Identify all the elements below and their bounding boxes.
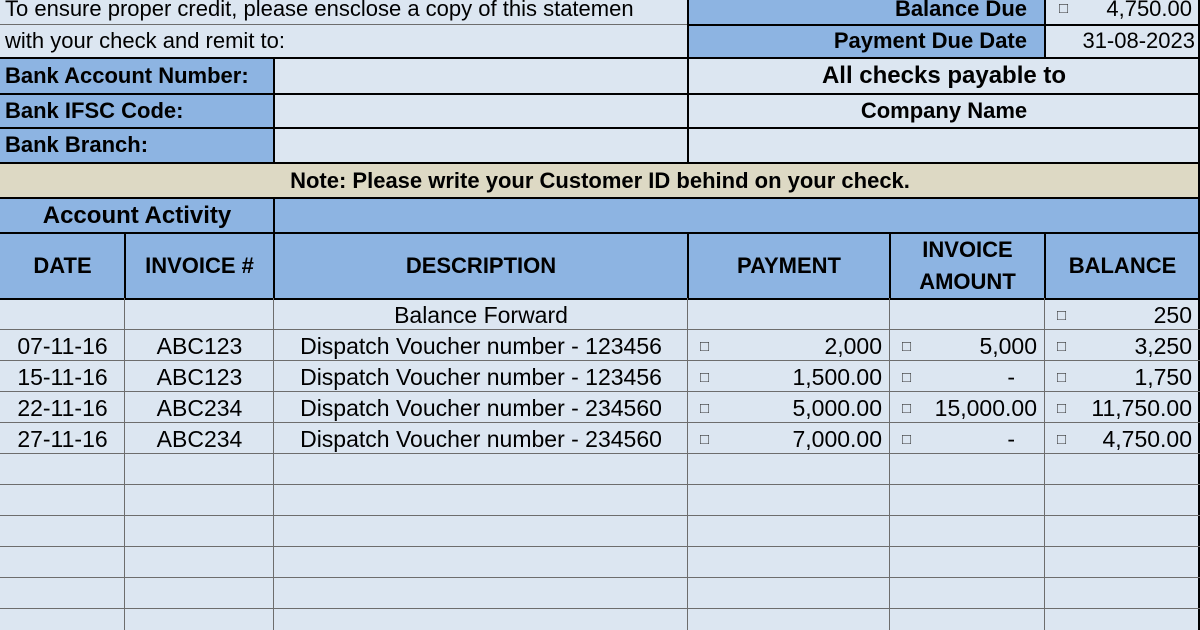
currency-icon: □ [1057,369,1067,386]
column-header-description-label: DESCRIPTION [405,253,557,278]
balance-due-value: 4,750.00 [1106,0,1192,21]
table-cell-invoice-amount[interactable] [890,300,1045,331]
grid-line-vertical [124,232,126,298]
table-cell-value: 4,750.00 [1102,426,1192,452]
column-header-invoice-amount[interactable] [890,234,1045,298]
grid-line-horizontal [0,162,1200,164]
grid-line-vertical [889,298,890,630]
grid-line-vertical [1044,232,1046,298]
grid-line-horizontal [688,24,1200,26]
bank-account-input[interactable] [274,58,688,94]
table-cell-description[interactable] [274,362,688,393]
column-header-payment-label: PAYMENT [737,253,841,278]
table-cell-value: 15-11-16 [17,364,108,390]
table-cell-balance[interactable] [1045,300,1200,331]
currency-icon: □ [700,400,710,417]
grid-line-horizontal [0,360,1200,361]
grid-line-horizontal [0,484,1200,485]
bank-ifsc-input[interactable] [274,94,688,128]
bank-branch-label-cell[interactable] [0,128,274,162]
column-header-description[interactable] [274,234,688,298]
payment-due-value: 31-08-2023 [1082,28,1195,53]
grid-line-vertical [273,197,275,298]
table-cell-invoice[interactable] [125,362,274,393]
bank-branch-input[interactable] [274,128,688,162]
column-header-payment[interactable] [688,234,890,298]
currency-icon: □ [902,338,912,355]
account-activity-title: Account Activity [42,201,232,229]
instruction-line-2: with your check and remit to: [5,28,286,53]
table-cell-value: 5,000 [979,333,1037,359]
table-cell-value: ABC234 [156,426,243,452]
column-header-balance-label: BALANCE [1068,253,1177,278]
grid-line-horizontal [0,57,1200,59]
currency-icon: □ [1057,431,1067,448]
grid-line-horizontal [0,24,688,25]
grid-line-horizontal [0,453,1200,454]
table-cell-value: Dispatch Voucher number - 234560 [300,426,662,452]
grid-line-horizontal [0,422,1200,423]
table-cell-balance[interactable] [1045,331,1200,362]
balance-due-value-cell[interactable] [1045,0,1200,25]
table-cell-payment[interactable] [688,424,890,455]
table-cell-value: 15,000.00 [934,395,1037,421]
currency-icon: □ [700,431,710,448]
company-name-cell[interactable] [688,94,1200,128]
table-cell-value: - [1007,364,1015,390]
table-cell-invoice-amount[interactable] [890,424,1045,455]
payable-to-label-cell[interactable] [688,58,1200,94]
table-cell-value: 3,250 [1134,333,1192,359]
table-cell-value: 7,000.00 [792,426,882,452]
table-cell-value: ABC234 [156,395,243,421]
account-activity-bar[interactable] [274,198,1200,233]
table-cell-description[interactable] [274,393,688,424]
table-cell-value: 5,000.00 [792,395,882,421]
grid-line-horizontal [0,515,1200,516]
column-header-date-label: DATE [33,253,92,278]
table-cell-payment[interactable] [688,331,890,362]
grid-line-vertical [273,57,275,163]
column-header-invoice-label: INVOICE # [145,253,254,278]
grid-line-vertical [687,298,688,630]
table-cell-date[interactable] [0,331,125,362]
table-cell-date[interactable] [0,362,125,393]
table-cell-value: 1,500.00 [792,364,882,390]
grid-line-horizontal [0,93,1200,95]
grid-line-horizontal [0,232,1200,234]
table-cell-value: - [1007,426,1015,452]
table-cell-value: 1,750 [1134,364,1192,390]
column-header-balance[interactable] [1045,234,1200,298]
instruction-cell[interactable] [0,0,688,25]
table-cell-payment[interactable] [688,393,890,424]
company-name: Company Name [860,98,1028,123]
grid-line-vertical [687,232,689,298]
table-cell-invoice[interactable] [125,393,274,424]
table-cell-value: 11,750.00 [1091,395,1192,421]
table-cell-date[interactable] [0,424,125,455]
bank-ifsc-label: Bank IFSC Code: [5,98,184,123]
grid-line-vertical [124,298,125,630]
bank-account-label: Bank Account Number: [5,63,249,88]
bank-account-label-cell[interactable] [0,58,274,94]
payable-to-label: All checks payable to [821,62,1067,89]
grid-line-horizontal [0,197,1200,199]
table-cell-description[interactable] [274,331,688,362]
table-cell-balance[interactable] [1045,424,1200,455]
currency-icon: □ [700,338,710,355]
table-cell-invoice-amount[interactable] [890,362,1045,393]
grid-line-horizontal [0,329,1200,330]
note-text: Note: Please write your Customer ID behind on your check. [290,168,910,193]
grid-line-horizontal [0,546,1200,547]
grid-line-vertical [889,232,891,298]
column-header-date[interactable] [0,234,125,298]
payment-due-label-cell[interactable] [688,25,1045,57]
table-cell-invoice[interactable] [125,424,274,455]
table-cell-value: Dispatch Voucher number - 123456 [300,364,662,390]
bank-ifsc-label-cell[interactable] [0,94,274,128]
table-cell-value: Dispatch Voucher number - 234560 [300,395,662,421]
currency-icon: □ [1057,400,1067,417]
grid-line-vertical [273,298,274,630]
note-banner[interactable] [0,164,1200,198]
column-header-invoice-amount-line2: AMOUNT [919,269,1016,294]
grid-line-vertical [1044,0,1046,58]
table-cell-value: 22-11-16 [17,395,108,421]
blank-cell-right[interactable] [688,128,1200,162]
instruction-cell-2[interactable] [0,25,688,57]
column-header-invoice[interactable] [125,234,274,298]
table-cell-date[interactable] [0,300,125,331]
table-cell-balance[interactable] [1045,362,1200,393]
table-cell-value: 07-11-16 [17,333,108,359]
table-cell-date[interactable] [0,393,125,424]
column-header-invoice-amount-line1: INVOICE [922,237,1013,262]
table-cell-description[interactable] [274,424,688,455]
bank-branch-label: Bank Branch: [5,132,149,157]
currency-icon: □ [902,369,912,386]
balance-due-label: Balance Due [894,0,1027,21]
currency-icon: □ [700,369,710,386]
table-cell-value: 250 [1153,302,1192,328]
grid-line-horizontal [0,577,1200,578]
table-cell-description[interactable] [274,300,688,331]
table-cell-invoice[interactable] [125,331,274,362]
payment-due-label: Payment Due Date [833,28,1027,53]
currency-icon: □ [1057,307,1067,324]
instruction-line-1: To ensure proper credit, please ensclose a copy of this statemen [5,0,634,21]
account-activity-title-cell[interactable] [0,198,274,233]
currency-icon: □ [1057,338,1067,355]
table-cell-payment[interactable] [688,300,890,331]
balance-due-label-cell[interactable] [688,0,1045,25]
table-cell-value: Balance Forward [394,302,568,328]
grid-line-horizontal [0,391,1200,392]
table-cell-payment[interactable] [688,362,890,393]
table-cell-value: 2,000 [824,333,882,359]
table-cell-value: Dispatch Voucher number - 123456 [300,333,662,359]
table-cell-invoice[interactable] [125,300,274,331]
grid-line-horizontal [0,298,1200,300]
currency-icon: □ [902,400,912,417]
grid-line-horizontal [0,127,1200,129]
grid-line-vertical [687,0,689,163]
table-cell-value: ABC123 [156,333,243,359]
table-cell-balance[interactable] [1045,393,1200,424]
grid-line-vertical [1044,298,1045,630]
currency-icon: □ [1059,0,1069,17]
currency-icon: □ [902,431,912,448]
table-cell-value: 27-11-16 [17,426,108,452]
table-cell-value: ABC123 [156,364,243,390]
payment-due-value-cell[interactable] [1045,25,1200,57]
table-cell-invoice-amount[interactable] [890,393,1045,424]
table-cell-invoice-amount[interactable] [890,331,1045,362]
grid-line-horizontal [0,608,1200,609]
